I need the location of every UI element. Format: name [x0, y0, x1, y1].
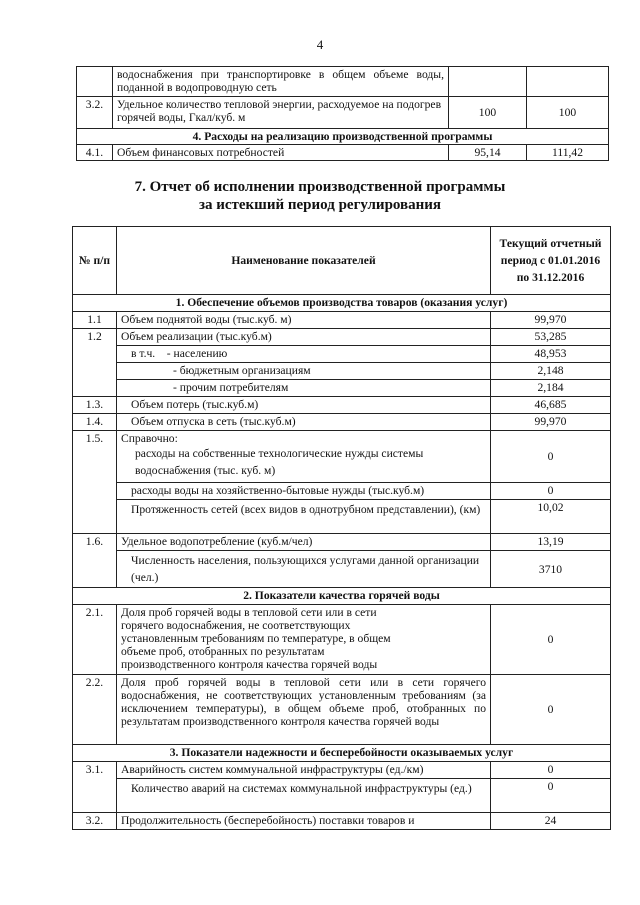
section-row [73, 295, 611, 312]
table-row [73, 675, 611, 745]
value-cell: 95,14 [449, 145, 527, 161]
section-heading: 4. Расходы на реализацию производственной программы [77, 129, 609, 145]
table-row [73, 431, 611, 483]
table-row [73, 397, 611, 414]
row-text: Доля проб горячей воды в тепловой сети или в сети горячего водоснабжения, не соответствующих установленным требованиям по температуре, в общем объеме проб, отобранных по результатам производственного контроля качества горячей воды [117, 605, 491, 675]
header-period: Текущий отчетный период с 01.01.2016 по 31.12.2016 [491, 227, 611, 295]
section-row [73, 745, 611, 762]
header-number: № п/п [73, 227, 117, 295]
value-cell: 2,184 [491, 380, 611, 397]
value-cell: 48,953 [491, 346, 611, 363]
page-number: 4 [316, 37, 324, 52]
previous-table-continuation [76, 66, 609, 161]
row-number: 1.5. [73, 431, 117, 534]
row-text: Аварийность систем коммунальной инфраструктуры (ед./км) [117, 762, 491, 779]
row-text: Объем финансовых потребностей [113, 145, 449, 161]
value-cell: 10,02 [491, 500, 611, 534]
table-row [77, 145, 609, 161]
row-number: 1.4. [73, 414, 117, 431]
section-row [77, 129, 609, 145]
row-text: Протяженность сетей (всех видов в однотрубном представлении), (км) [117, 500, 491, 534]
row-text: Численность населения, пользующихся услугами данной организации (чел.) [117, 551, 491, 588]
report-table [72, 226, 611, 830]
table-row [73, 329, 611, 346]
row-number: 3.2. [77, 97, 113, 129]
row-number: 3.1. [73, 762, 117, 813]
table-row [73, 483, 611, 500]
section-heading: 3. Показатели надежности и бесперебойности оказываемых услуг [73, 745, 611, 762]
table-row [73, 312, 611, 329]
row-number: 1.1 [73, 312, 117, 329]
value-cell: 100 [449, 97, 527, 129]
row-number: 2.1. [73, 605, 117, 675]
table-row [73, 346, 611, 363]
table-row [77, 67, 609, 97]
table-row [73, 363, 611, 380]
value-cell: 0 [491, 483, 611, 500]
header-row [73, 227, 611, 295]
section-heading: 1. Обеспечение объемов производства товаров (оказания услуг) [73, 295, 611, 312]
row-text: Продолжительность (бесперебойность) поставки товаров и [117, 813, 491, 830]
row-text: - прочим потребителям [117, 380, 491, 397]
row-number: 1.3. [73, 397, 117, 414]
row-text: водоснабжения при транспортировке в общем объеме воды, поданной в водопроводную сеть [113, 67, 449, 97]
value-cell: 24 [491, 813, 611, 830]
row-text: Количество аварий на системах коммунальной инфраструктуры (ед.) [117, 779, 491, 813]
table-row [73, 380, 611, 397]
section-row [73, 588, 611, 605]
value-cell: 0 [491, 431, 611, 483]
row-text: Объем поднятой воды (тыс.куб. м) [117, 312, 491, 329]
row-text: Объем отпуска в сеть (тыс.куб.м) [117, 414, 491, 431]
value-cell: 100 [527, 97, 609, 129]
value-cell: 0 [491, 779, 611, 813]
row-text: расходы на собственные технологические нужды системы водоснабжения (тыс. куб. м) [135, 447, 424, 477]
reference-label: Справочно: [121, 432, 178, 445]
row-text: в т.ч. - населению [117, 346, 491, 363]
table-row [73, 414, 611, 431]
value-cell: 2,148 [491, 363, 611, 380]
table-row [73, 762, 611, 779]
section-heading: 2. Показатели качества горячей воды [73, 588, 611, 605]
value-cell: 3710 [491, 551, 611, 588]
row-text-group [117, 431, 491, 483]
row-text: расходы воды на хозяйственно-бытовые нужды (тыс.куб.м) [117, 483, 491, 500]
value-cell: 99,970 [491, 312, 611, 329]
row-number: 1.2 [73, 329, 117, 397]
table-row [77, 97, 609, 129]
table-row [73, 551, 611, 588]
row-text: Объем реализации (тыс.куб.м) [117, 329, 491, 346]
row-text: - бюджетным организациям [117, 363, 491, 380]
value-cell: 0 [491, 762, 611, 779]
value-cell: 99,970 [491, 414, 611, 431]
row-text: Удельное водопотребление (куб.м/чел) [117, 534, 491, 551]
table-row [73, 534, 611, 551]
row-number: 2.2. [73, 675, 117, 745]
table-row [73, 500, 611, 534]
table-row [73, 605, 611, 675]
value-cell: 13,19 [491, 534, 611, 551]
row-number: 4.1. [77, 145, 113, 161]
value-cell: 53,285 [491, 329, 611, 346]
section-title-line1: 7. Отчет об исполнении производственной программы [134, 179, 506, 195]
header-name: Наименование показателей [117, 227, 491, 295]
value-cell: 111,42 [527, 145, 609, 161]
table-row [73, 779, 611, 813]
table-row [73, 813, 611, 830]
row-text: Объем потерь (тыс.куб.м) [117, 397, 491, 414]
row-text: Доля проб горячей воды в тепловой сети или в сети горячего водоснабжения, не соответствующих установленным требованиям (за исключением температуры), в общем объеме проб, отобранных по результатам производственного контроля качества горячей воды [117, 675, 491, 745]
section-title-line2: за истекший период регулирования [198, 197, 442, 213]
value-cell: 46,685 [491, 397, 611, 414]
value-cell: 0 [491, 675, 611, 745]
row-number: 3.2. [73, 813, 117, 830]
value-cell: 0 [491, 605, 611, 675]
row-text: Удельное количество тепловой энергии, расходуемое на подогрев горячей воды, Гкал/куб. м [113, 97, 449, 129]
row-number: 1.6. [73, 534, 117, 588]
